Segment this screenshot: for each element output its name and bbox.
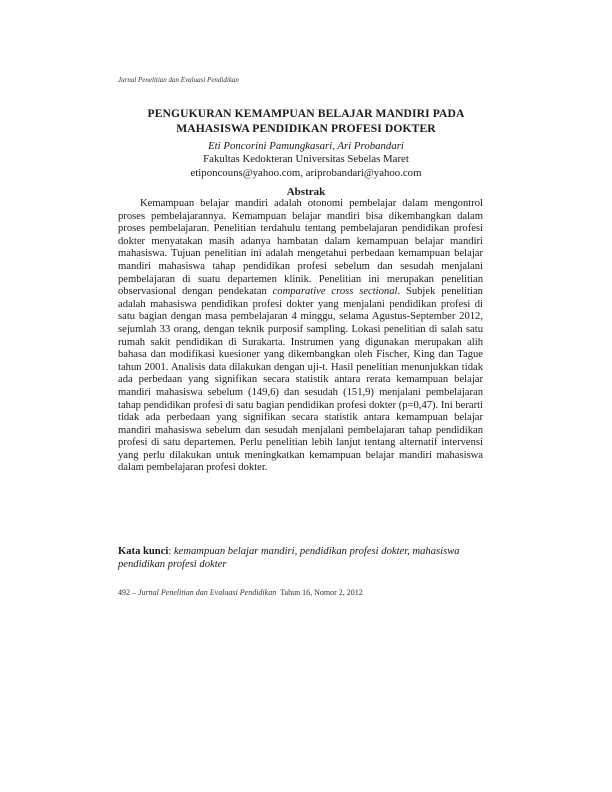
keywords-colon: : [168,546,174,557]
running-head: Jurnal Penelitian dan Evaluasi Pendidikan [118,76,239,84]
author-block [118,140,494,180]
page-footer [118,588,363,597]
abstract-text [118,198,483,475]
title-line-1: PENGUKURAN KEMAMPUAN BELAJAR MANDIRI PADA [147,107,465,120]
abstract-italic-term: comparative cross sectional [272,286,398,298]
footer-journal: Jurnal Penelitian dan Evaluasi Pendidikan [138,588,277,597]
title-line-2: MAHASISWA PENDIDIKAN PROFESI DOKTER [176,121,436,135]
abstract-text-part-2: . Subjek penelitian adalah mahasiswa pendidikan profesi dokter yang menjalani pendidikan profesi di satu bagian dengan masa pembelajaran 4 minggu, selama Agustus-September 2012, sejumlah 33 orang, dengan teknik purposif sampling. Lokasi penelitian di salah satu rumah sakit pendidikan di Surakarta. Instrumen yang digunakan merupakan alih bahasa dan modifikasi kuesioner yang dikembangkan oleh Fischer, King dan Tague tahun 2001. Analisis data dilakukan dengan uji-t. Hasil penelitian menunjukkan tidak ada perbedaan yang signifikan secara statistik antara rerata kemampuan belajar mandiri mahasiswa sebelum (149,6) dan sesudah (151,9) menjalani pembelajaran tahap pendidikan profesi di satu bagian pendidikan profesi dokter (p=0,47). Ini berarti tidak ada perbedaan yang signifikan secara statistik antara kemampuan belajar mandiri mahasiswa sebelum dan sesudah menjalani pembelajaran tahap pendidikan profesi di satu departemen. Perlu penelitian lebih lanjut tentang alternatif intervensi yang perlu dilakukan untuk meningkatkan kemampuan belajar mandiri mahasiswa dalam pembelajaran profesi dokter. [118,286,483,474]
footer-issue: Tahun 16, Nomor 2, 2012 [280,588,363,597]
author-emails: etiponcouns@yahoo.com, ariprobandari@yahoo.com [190,166,422,179]
article-title [118,107,494,136]
footer-separator: – [130,588,138,597]
author-names: Eti Poncorini Pamungkasari, Ari Probandari [208,140,404,152]
affiliation: Fakultas Kedokteran Universitas Sebelas Maret [203,153,409,166]
keywords-label: Kata kunci [118,546,169,557]
keywords-text: kemampuan belajar mandiri, pendidikan profesi dokter, mahasiswa pendidikan profesi dokter [118,546,460,571]
keywords [118,545,483,572]
abstract-text-part-1: Kemampuan belajar mandiri adalah otonomi pembelajar dalam mengontrol proses pembelajarannya. Kemampuan belajar mandiri bisa dikembangkan dalam proses pembelajaran. Penelitian terdahulu tentang pembelajaran pendidikan profesi dokter menyatakan masih adanya hambatan dalam kemampuan belajar mandiri mahasiswa. Tujuan penelitian ini adalah mengetahui perbedaan kemampuan belajar mandiri mahasiswa tahap pendidikan profesi sebelum dan sesudah menjalani pembelajaran di suatu departemen klinik. Penelitian ini merupakan penelitian observasional dengan pendekatan [118,198,483,298]
abstract-heading: Abstrak [286,186,326,198]
page-number: 492 [118,588,130,597]
